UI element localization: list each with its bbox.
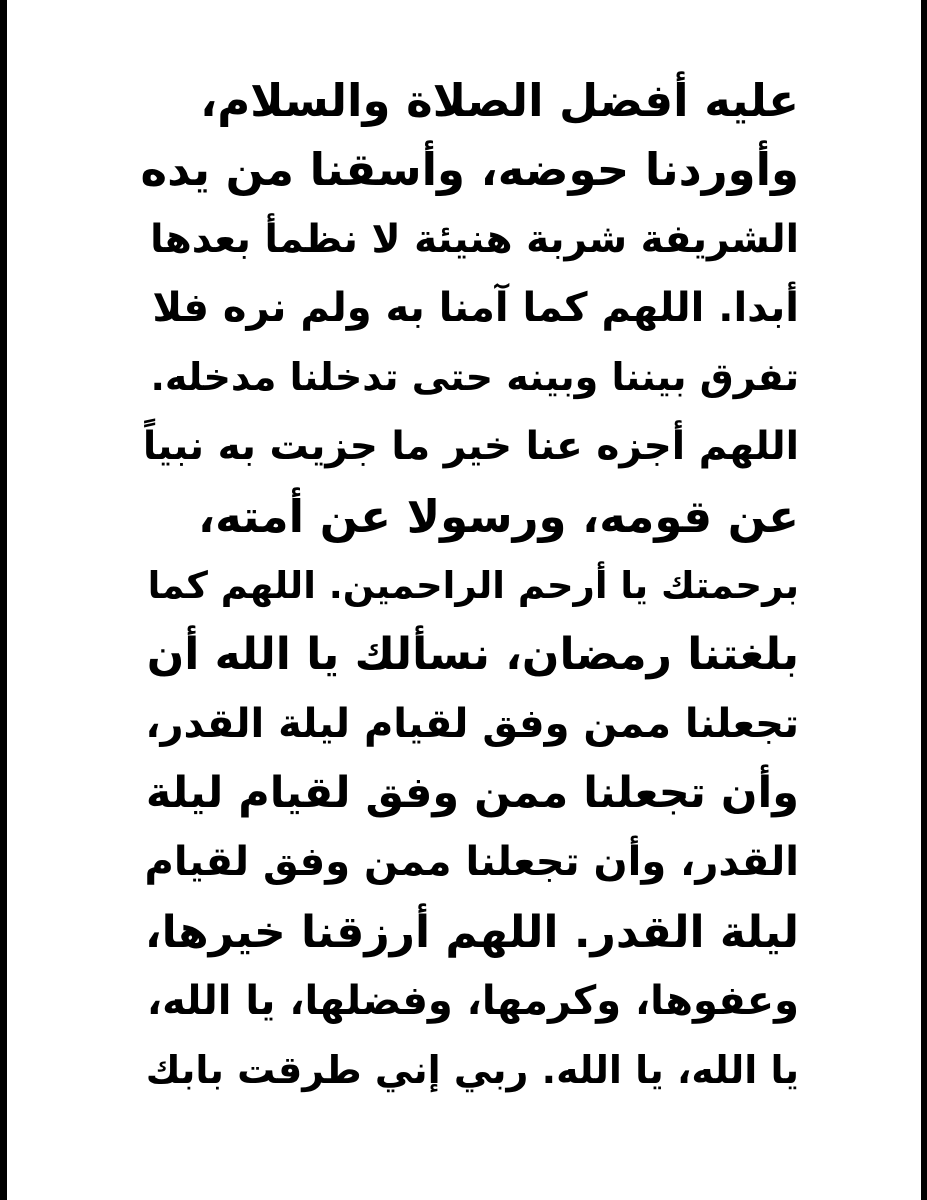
text-line: الشريفة شربة هنيئة لا نظمأ بعدها xyxy=(150,216,799,262)
text-line: أبدا. اللهم كما آمنا به ولم نره فلا xyxy=(152,284,799,331)
text-line: وأوردنا حوضه، وأسقنا من يده xyxy=(140,143,799,197)
text-line: بلغتنا رمضان، نسألك يا الله أن xyxy=(146,629,799,681)
right-border xyxy=(921,0,927,1200)
text-line: ليلة القدر. اللهم أرزقنا خيرها، xyxy=(144,906,799,958)
text-line: وأن تجعلنا ممن وفق لقيام ليلة xyxy=(145,767,799,818)
text-line: القدر، وأن تجعلنا ممن وفق لقيام xyxy=(144,839,799,886)
text-line: اللهم أجزه عنا خير ما جزيت به نبياً xyxy=(142,424,799,470)
document-page xyxy=(7,0,921,1200)
text-line: برحمتك يا أرحم الراحمين. اللهم كما xyxy=(147,564,799,608)
left-border xyxy=(0,0,7,1200)
text-line: تجعلنا ممن وفق لقيام ليلة القدر، xyxy=(145,700,799,747)
prayer-text xyxy=(137,66,799,1105)
text-line: تفرق بيننا وبينه حتى تدخلنا مدخله. xyxy=(150,355,799,400)
text-line: عليه أفضل الصلاة والسلام، xyxy=(200,74,799,127)
text-line: عن قومه، ورسولا عن أمته، xyxy=(198,489,799,543)
text-line: وعفوها، وكرمها، وفضلها، يا الله، xyxy=(146,977,799,1024)
text-line: يا الله، يا الله. ربي إني طرقت بابك xyxy=(145,1048,799,1093)
